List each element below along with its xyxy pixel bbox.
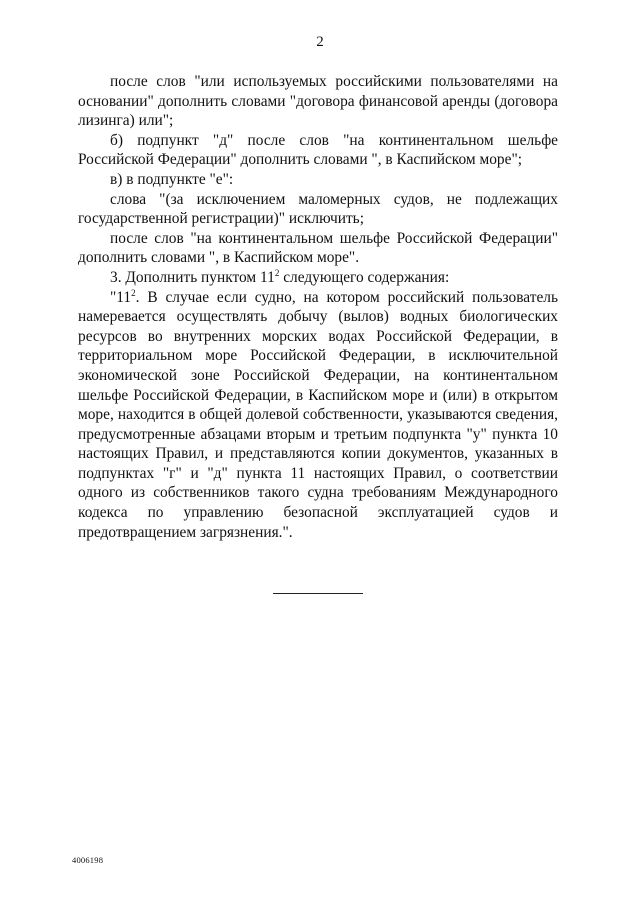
- paragraph-6: [78, 268, 558, 288]
- superscript-2: 2: [274, 267, 280, 278]
- page-number: 2: [316, 34, 324, 50]
- paragraph-3: в) в подпункте "е":: [110, 170, 234, 188]
- closing-rule: [273, 593, 363, 594]
- paragraph-4: слова "(за исключением маломерных судов, не подлежащих государственной регистрации)" исключить;: [78, 190, 558, 228]
- paragraph-5: после слов "на континентальном шельфе Российской Федерации" дополнить словами ", в Каспийском море".: [78, 229, 558, 267]
- paragraph-6-lead: 3. Дополнить пунктом 11: [110, 268, 275, 286]
- paragraph-2: б) подпункт "д" после слов "на континентальном шельфе Российской Федерации" дополнить словами ", в Каспийском море";: [78, 131, 558, 169]
- superscript-2: 2: [131, 287, 136, 298]
- document-body: [78, 72, 558, 542]
- paragraph-6-tail: следующего содержания:: [279, 268, 450, 286]
- clause-text: . В случае если судно, на котором российский пользователь намеревается осуществлять добычу (вылов) водных биологических ресурсов во внутренних морских водах Российской Федерации, в территориальном море Российской Федерации, в исключительной экономической зоне Российской Федерации, на континентальном шельфе Российской Федерации, в Каспийском море и (или) в открытом море, находится в общей долевой собственности, указываются сведения, предусмотренные абзацами вторым и третьим подпункта "у" пункта 10 настоящих Правил, и представляются копии документов, указанных в подпунктах "г" и "д" пункта 11 настоящих Правил, о соответствии одного из собственников такого судна требованиям Международного кодекса по управлению безопасной эксплуатацией судов и предотвращением загрязнения.".: [78, 288, 558, 541]
- paragraph-1: после слов "или используемых российскими пользователями на основании" дополнить словами "договора финансовой аренды (договора лизинга) или";: [78, 73, 558, 130]
- paragraph-7: [78, 288, 558, 543]
- document-code: 4006198: [72, 855, 104, 865]
- clause-number: "11: [110, 288, 132, 306]
